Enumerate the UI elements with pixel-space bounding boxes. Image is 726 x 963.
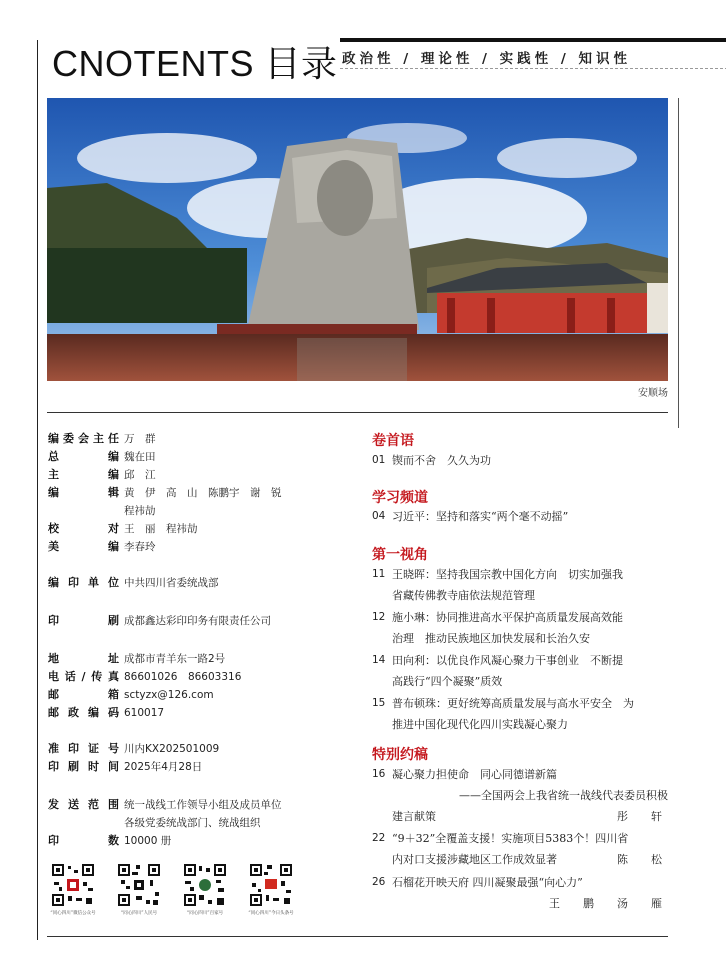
info-row [48,612,348,630]
qr-code-label: “同心四川”人民号 [120,911,158,916]
qr-code[interactable] [114,862,164,916]
toc-entry[interactable] [372,607,668,649]
toc-entry-title: 习近平：坚持和落实“两个毫不动摇” [392,510,569,523]
qr-code[interactable] [180,862,230,916]
info-value: sctyzx@126.com [124,689,214,701]
info-row [48,650,348,668]
qr-code-icon [116,862,162,908]
info-value: 610017 [124,707,165,719]
info-key: 编印单位 [48,576,120,589]
toc-entry-title: 施小琳：协同推进高水平保护高质量发展高效能 [392,611,623,624]
info-row [48,448,348,466]
info-row [48,502,348,520]
info-value: 86601026 86603316 [124,671,242,683]
info-key: 校 对 [48,522,120,535]
info-value: 各级党委统战部门、统战组织 [124,817,261,829]
toc-entry-title: 石榴花开映天府 四川凝聚最强“向心力” [392,876,583,889]
info-row [48,686,348,704]
toc-entry-title: 凝心聚力担使命 同心同德谱新篇 [392,768,557,781]
info-key: 主 编 [48,468,120,481]
toc-page-number: 12 [372,611,386,623]
info-row [48,796,348,814]
toc-page-number: 16 [372,768,386,780]
toc-entry[interactable] [372,693,668,735]
toc-entry-title: “9＋32”全覆盖支援！实施项目5383个！四川省 [392,832,629,845]
info-key: 邮 箱 [48,688,120,701]
info-key: 准印证号 [48,742,120,755]
info-row [48,466,348,484]
toc-section-title: 学习频道 [372,490,428,506]
toc-page-number: 22 [372,832,386,844]
toc-entry-title-cont: 治理 推动民族地区加快发展和长治久安 [392,632,590,645]
toc-entry-title: 田向利：以优良作风凝心聚力干事创业 不断提 [392,654,623,667]
info-key: 美 编 [48,540,120,553]
toc-entry-title: 普布顿珠：更好统筹高质量发展与高水平安全 为 [392,697,634,710]
contents-logo: CNOTENTS 目录 [52,43,338,84]
toc-entry[interactable] [372,564,668,606]
toc-entry-author: 陈 松 [617,853,668,866]
info-value: 成都市青羊东一路2号 [124,653,226,665]
toc-entry-title-cont: 内对口支援涉藏地区工作成效显著 [392,853,557,866]
toc-page-number: 26 [372,876,386,888]
info-value: 万 群 [124,433,156,445]
info-row [48,520,348,538]
info-row [48,430,348,448]
cover-photo [47,98,668,381]
info-row [48,814,348,832]
toc-entry-author: 王 鹏 汤 雁 [549,897,668,910]
info-key: 邮政编码 [48,706,120,719]
qr-code-icon [248,862,294,908]
footer-rule [47,936,668,937]
info-key: 印 数 [48,834,120,847]
info-key: 印刷时间 [48,760,120,773]
info-value: 统一战线工作领导小组及成员单位 [124,799,282,811]
info-key: 印 刷 [48,614,120,627]
toc-entry[interactable] [372,450,668,471]
qr-code-row [48,862,296,916]
qr-code-label: “同心四川”微信公众号 [50,911,96,916]
toc-entry-title-cont: 高践行“四个凝聚”质效 [392,675,503,688]
info-value: 魏在田 [124,451,156,463]
toc-entry[interactable] [372,650,668,692]
toc-entry-title: 王晓晖：坚持我国宗教中国化方向 切实加强我 [392,568,623,581]
info-row [48,758,348,776]
info-value: 程祎劼 [124,505,156,517]
toc-entry[interactable] [372,828,668,870]
qr-code-label: “同心四川”今日头条号 [248,911,294,916]
toc-entry[interactable] [372,872,668,914]
toc-entry-subtitle: ——全国两会上我省统一战线代表委员积极 [459,789,668,802]
info-row [48,832,348,850]
qr-code-label: “同心四川”百家号 [186,911,224,916]
qr-code[interactable] [48,862,98,916]
qr-code[interactable] [246,862,296,916]
toc-section-title: 特别约稿 [372,747,428,763]
info-row [48,704,348,722]
info-row [48,538,348,556]
info-value: 黄 伊 高 山 陈鹏宇 谢 锐 [124,487,282,499]
section-divider [47,412,668,413]
toc-section-title: 卷首语 [372,433,414,449]
photo-caption: 安顺场 [638,388,668,399]
toc-entry-title: 锲而不舍 久久为功 [392,454,491,467]
info-key [48,814,120,832]
info-key [48,502,120,520]
info-value: 2025年4月28日 [124,761,203,773]
header-tagline: 政治性 / 理论性 / 实践性 / 知识性 [342,51,631,67]
toc-entry-title-cont: 推进中国化现代化四川实践凝心聚力 [392,718,568,731]
info-value: 王 丽 程祎劼 [124,523,198,535]
toc-entry[interactable] [372,764,668,827]
info-value: 成都鑫达彩印印务有限责任公司 [124,615,271,627]
toc-page-number: 01 [372,454,386,466]
toc-page-number: 14 [372,654,386,666]
info-value: 10000 册 [124,835,172,847]
toc-page-number: 04 [372,510,386,522]
toc-entry[interactable] [372,506,668,527]
info-row [48,668,348,686]
toc-page-number: 11 [372,568,386,580]
qr-code-icon [50,862,96,908]
header-rule [340,38,726,42]
info-row [48,484,348,502]
left-frame-line [37,40,38,940]
info-value: 中共四川省委统战部 [124,577,219,589]
toc-entry-title-cont: 省藏传佛教寺庙依法规范管理 [392,589,535,602]
info-value: 川内KX202501009 [124,743,220,755]
info-key: 总 编 [48,450,120,463]
info-key: 编 辑 [48,486,120,499]
info-key: 发送范围 [48,798,120,811]
info-key: 编委会主任 [48,432,120,445]
info-value: 邱 江 [124,469,156,481]
info-row [48,574,348,592]
info-key: 电话/传真 [48,670,120,683]
qr-code-icon [182,862,228,908]
info-key: 地 址 [48,652,120,665]
toc-page-number: 15 [372,697,386,709]
toc-entry-author: 彤 轩 [617,810,668,823]
toc-entry-subtitle-cont [392,806,668,827]
photo-side-rule [678,98,679,428]
info-value: 李春玲 [124,541,156,553]
toc-entry-title-row [392,849,668,870]
info-row [48,740,348,758]
header-dotted-rule [340,68,726,69]
toc-entry-subtitle-end: 建言献策 [392,810,436,823]
toc-section-title: 第一视角 [372,547,428,563]
page-header [48,30,726,84]
